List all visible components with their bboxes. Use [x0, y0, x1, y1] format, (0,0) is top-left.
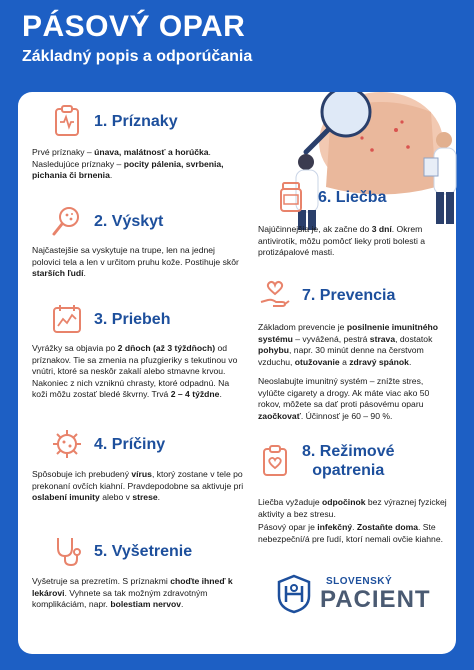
- section-title-regimen: 8. Režimové opatrenia: [302, 443, 395, 479]
- section-text-symptoms: Prvé príznaky – únava, malátnosť a horúčka. Nasledujúce príznaky – pocity pálenia, svrbenia, pichania či brnenia.: [32, 147, 224, 181]
- section-text-causes: Spôsobuje ich prebudený vírus, ktorý zostane v tele po prekonaní ovčích kiahní. Pravdepodobne sa aktivuje pri oslabení imunity alebo v strese.: [32, 469, 244, 503]
- page-subtitle: Základný popis a odporúčania: [22, 48, 253, 65]
- clipboard-heart-icon: [258, 444, 292, 478]
- page-title: PÁSOVÝ OPAR: [22, 10, 246, 43]
- section-header-examination: [50, 534, 192, 568]
- section-text-prevention-2: Neoslabujte imunitný systém – znížte stres, vylúčte cigarety a drogy. Ak máte viac ako 50 rokov, môžete sa dať proti pásovému oparu zaočkovať. Účinnosť je 60 – 90 %.: [258, 376, 430, 421]
- association-emblem: [276, 574, 312, 614]
- section-header-prevention: [258, 278, 395, 312]
- section-title-prevention: 7. Prevencia: [302, 286, 396, 304]
- section-title-symptoms: 1. Príznaky: [94, 112, 178, 130]
- virus-icon: [50, 427, 84, 461]
- section-title-course: 3. Priebeh: [94, 310, 171, 328]
- section-title-causes: 4. Príčiny: [94, 435, 166, 453]
- section-header-causes: [50, 427, 165, 461]
- clipboard-icon: [50, 104, 84, 138]
- content-card: [18, 92, 456, 654]
- section-header-symptoms: [50, 104, 178, 138]
- calendar-chart-icon: [50, 302, 84, 336]
- section-text-regimen-2: Pásový opar je infekčný. Zostaňte doma. Ste nebezpeční/á pre ľudí, ktorí nemali ovčie kiahne.: [258, 522, 443, 544]
- section-text-occurrence: Najčastejšie sa vyskytuje na trupe, len na jednej polovici tela a len v určitom pruhu kože. Postihuje skôr starších ľudí.: [32, 245, 239, 279]
- section-header-regimen: [258, 442, 394, 480]
- section-text-prevention-1: Základom prevencie je posilnenie imunitného systému – vyvážená, pestrá strava, dostatok pohybu, napr. 30 minút denne na čerstvom vzduchu, otužovanie a zdravý spánok.: [258, 322, 439, 367]
- section-text-course: Vyrážky sa objavia po 2 dňoch (až 3 týždňoch) od príznakov. Tie sa zmenia na pľuzgieriky s tekutinou vo vnútri, ktoré sa neskôr zakalí alebo stmavne krvou. Nakoniec z nich vzniknú chrasty, ktoré odpadnú. Na koži môžu zostať bledé škvrny. Trvá 2 – 4 týždne.: [32, 343, 238, 400]
- hand-heart-icon: [258, 278, 292, 312]
- pill-bottle-icon: [274, 180, 308, 214]
- section-header-occurrence: [50, 204, 163, 238]
- section-header-treatment: [274, 180, 386, 214]
- section-title-occurrence: 2. Výskyt: [94, 212, 164, 230]
- header: [0, 0, 474, 100]
- logo-line-2: PACIENT: [320, 586, 431, 613]
- section-text-examination: Vyšetruje sa prezretím. S príznakmi choďte ihneď k lekárovi. Vyhnete sa tak možným zdravotným komplikáciám, napr. bolestiam nervov.: [32, 576, 233, 610]
- section-text-treatment: Najúčinnejšia je, ak začne do 3 dní. Okrem antivirotík, môžu pomôcť lieky proti bolesti a protizápalové masti.: [258, 224, 426, 258]
- magnifier-icon: [50, 204, 84, 238]
- section-text-regimen-1: Liečba vyžaduje odpočinok bez výraznej fyzickej aktivity a bez stresu.: [258, 497, 447, 519]
- slovensky-pacient-logo: [320, 576, 454, 613]
- section-title-treatment: 6. Liečba: [318, 188, 387, 206]
- stethoscope-icon: [50, 534, 84, 568]
- section-title-examination: 5. Vyšetrenie: [94, 542, 193, 560]
- section-header-course: [50, 302, 170, 336]
- logo-line-1: SLOVENSKÝ: [326, 576, 393, 587]
